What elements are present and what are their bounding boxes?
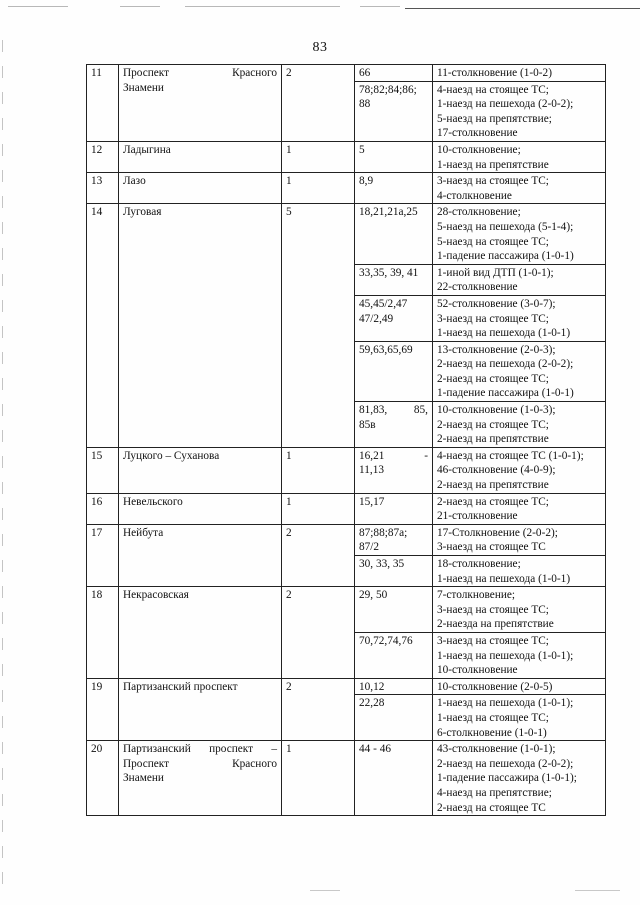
accident-type-line: 2-наезд на пешехода (2-0-2); [437,358,574,371]
accident-count: 5 [282,204,355,448]
accident-type-line: 17-столкновение [437,127,518,140]
row-number: 18 [87,587,119,679]
scan-artifact-bottom [575,890,620,891]
house-numbers-line: 87/2 [359,541,380,554]
street-name [119,678,282,740]
margin-dash [2,326,3,338]
accident-type-line: 3-наезд на стоящее ТС [437,541,546,554]
accident-types [433,141,606,172]
accident-table-body [87,65,606,816]
margin-dash [2,300,3,312]
street-name [119,447,282,493]
table-row [87,678,606,695]
accident-type-line: 21-столкновение [437,510,518,523]
accident-type-line: 10-столкновение; [437,143,521,156]
margin-dash [2,872,3,884]
house-numbers-line: 5 [359,143,365,156]
accident-type-line: 4-наезд на стоящее ТС (1-0-1); [437,449,584,462]
house-numbers [355,204,433,264]
accident-types [433,295,606,341]
street-name [119,741,282,816]
accident-type-line: 1-наезд на стоящее ТС; [437,711,549,724]
margin-dash [2,560,3,572]
accident-count: 1 [282,173,355,204]
house-numbers [355,402,433,448]
street-name-line: Лазо [123,175,146,188]
accident-count: 1 [282,741,355,816]
accident-types [433,173,606,204]
margin-dash [2,794,3,806]
table-row [87,204,606,264]
street-name-line: Партизанский проспект [123,680,238,693]
house-numbers [355,524,433,555]
margin-dash [2,742,3,754]
street-name [119,141,282,172]
house-numbers-line: 45,45/2,47 [359,297,408,310]
street-name [119,65,282,142]
accident-types [433,741,606,816]
margin-dash [2,664,3,676]
accident-type-line: 2-наезд на стоящее ТС; [437,495,549,508]
street-name-line: Знамени [123,81,164,94]
house-numbers [355,295,433,341]
house-numbers-line: 33,35, 39, 41 [359,266,419,279]
house-numbers [355,341,433,401]
accident-type-line: 2-наезд на стоящее ТС; [437,372,549,385]
street-name [119,173,282,204]
accident-types [433,556,606,587]
house-numbers-line: 22,28 [359,697,385,710]
house-numbers-line: 81,83, 85, [359,404,428,417]
house-numbers-line: 85в [359,418,376,431]
margin-dash [2,820,3,832]
house-numbers-line: 44 - 46 [359,743,392,756]
accident-type-line: 5-наезд на стоящее ТС; [437,235,549,248]
street-name [119,204,282,448]
house-numbers [355,493,433,524]
accident-count: 2 [282,678,355,740]
house-numbers-line: 18,21,21а,25 [359,206,418,219]
house-numbers-line: 47/2,49 [359,312,394,325]
page-number: 83 [312,40,328,55]
accident-type-line: 17-Столкновение (2-0-2); [437,526,558,539]
accident-type-line: 1-иной вид ДТП (1-0-1); [437,266,554,279]
accident-count: 1 [282,447,355,493]
margin-dash [2,248,3,260]
street-name-line: Знамени [123,772,164,785]
row-number: 11 [87,65,119,142]
accident-count: 2 [282,65,355,142]
accident-count: 2 [282,524,355,586]
accident-type-line: 4-наезд на препятствие; [437,786,552,799]
house-numbers-line: 11,13 [359,464,384,477]
accident-types [433,587,606,633]
accident-type-line: 43-столкновение (1-0-1); [437,743,556,756]
house-numbers [355,65,433,82]
accident-type-line: 1-падение пассажира (1-0-1) [437,250,574,263]
accident-type-line: 22-столкновение [437,281,518,294]
house-numbers-line: 29, 50 [359,589,388,602]
house-numbers-line: 30, 33, 35 [359,558,405,570]
margin-dash [2,430,3,442]
row-number: 14 [87,204,119,448]
house-numbers [355,741,433,816]
accident-type-line: 5-наезд на пешехода (5-1-4); [437,220,574,233]
accident-type-line: 5-наезд на препятствие; [437,112,552,125]
street-name [119,524,282,586]
accident-types [433,678,606,695]
margin-dash [2,534,3,546]
margin-dash [2,404,3,416]
row-number: 13 [87,173,119,204]
accident-type-line: 10-столкновение (2-0-5) [437,680,553,693]
accident-types [433,204,606,264]
house-numbers [355,447,433,493]
house-numbers-line: 10,12 [359,680,385,693]
accident-count: 1 [282,493,355,524]
table-row [87,493,606,524]
house-numbers-line: 59,63,65,69 [359,343,413,356]
house-numbers-line: 66 [359,67,371,79]
margin-dash [2,456,3,468]
house-numbers [355,81,433,141]
accident-count: 2 [282,587,355,679]
house-numbers-line: 70,72,74,76 [359,634,413,647]
accident-type-line: 3-наезд на стоящее ТС; [437,175,549,188]
house-numbers [355,632,433,678]
accident-type-line: 28-столкновение; [437,206,521,219]
house-numbers [355,678,433,695]
street-name-line: Луцкого – Суханова [123,449,220,462]
row-number: 19 [87,678,119,740]
accident-type-line: 7-столкновение; [437,589,516,602]
margin-dash [2,638,3,650]
accident-types [433,341,606,401]
row-number: 16 [87,493,119,524]
scan-artifact-margin [2,40,6,900]
row-number: 20 [87,741,119,816]
table-row [87,141,606,172]
scan-artifact-bottom [310,890,340,891]
street-name-line: Нейбута [123,526,164,539]
margin-dash [2,378,3,390]
accident-type-line: 1-наезд на пешехода (1-0-1) [437,572,571,585]
house-numbers-line: 88 [359,98,371,111]
accident-type-line: 46-столкновение (4-0-9); [437,464,556,477]
margin-dash [2,196,3,208]
accident-types [433,65,606,82]
accident-type-line: 1-наезд на препятствие [437,158,549,171]
accident-type-line: 2-наезд на пешехода (2-0-2); [437,757,574,770]
row-number: 17 [87,524,119,586]
accident-table [86,64,606,816]
accident-types [433,695,606,741]
house-numbers [355,587,433,633]
house-numbers [355,173,433,204]
street-name-line: Невельского [123,495,183,508]
street-name-line: Ладыгина [123,143,171,156]
margin-dash [2,118,3,130]
margin-dash [2,482,3,494]
house-numbers [355,264,433,295]
margin-dash [2,690,3,702]
margin-dash [2,222,3,234]
margin-dash [2,170,3,182]
accident-type-line: 4-наезд на стоящее ТС; [437,83,549,96]
row-number: 15 [87,447,119,493]
table-row [87,587,606,633]
accident-types [433,524,606,555]
accident-types [433,264,606,295]
margin-dash [2,144,3,156]
row-number: 12 [87,141,119,172]
accident-count: 1 [282,141,355,172]
house-numbers-line: 78;82;84;86; [359,83,417,96]
table-row [87,173,606,204]
house-numbers [355,556,433,587]
street-name-line: Некрасовская [123,589,189,602]
accident-type-line: 6-столкновение (1-0-1) [437,726,547,739]
table-row [87,65,606,82]
accident-types [433,447,606,493]
margin-dash [2,586,3,598]
house-numbers-line: 16,21 - [359,449,428,462]
accident-type-line: 1-наезд на пешехода (1-0-1); [437,697,574,710]
house-numbers-line: 87;88;87а; [359,526,408,539]
scan-artifact-top [0,3,640,11]
street-name-line: Луговая [123,206,162,219]
margin-dash [2,716,3,728]
accident-type-line: 3-наезд на стоящее ТС; [437,634,549,647]
table-row [87,741,606,816]
margin-dash [2,274,3,286]
street-name-line: Проспект Красного [123,67,277,79]
accident-type-line: 1-падение пассажира (1-0-1) [437,387,574,400]
accident-type-line: 1-наезд на пешехода (1-0-1) [437,327,571,340]
street-name-line: Партизанский проспект – [123,743,277,756]
accident-type-line: 18-столкновение; [437,558,521,570]
house-numbers-line: 8,9 [359,175,374,188]
accident-types [433,81,606,141]
margin-dash [2,66,3,78]
house-numbers [355,141,433,172]
accident-type-line: 2-наезд на стоящее ТС; [437,418,549,431]
accident-type-line: 1-наезд на пешехода (2-0-2); [437,98,574,111]
accident-type-line: 10-столкновение [437,664,518,677]
margin-dash [2,612,3,624]
margin-dash [2,92,3,104]
accident-type-line: 52-столкновение (3-0-7); [437,297,556,310]
accident-type-line: 3-наезд на стоящее ТС; [437,312,549,325]
accident-type-line: 1-падение пассажира (1-0-1); [437,772,577,785]
house-numbers-line: 15,17 [359,495,385,508]
margin-dash [2,768,3,780]
accident-types [433,402,606,448]
street-name [119,493,282,524]
margin-dash [2,508,3,520]
accident-types [433,493,606,524]
table-row [87,447,606,493]
accident-type-line: 11-столкновение (1-0-2) [437,67,552,79]
house-numbers [355,695,433,741]
accident-type-line: 2-наезд на препятствие [437,433,549,446]
margin-dash [2,352,3,364]
margin-dash [2,846,3,858]
accident-types [433,632,606,678]
street-name-line: Проспект Красного [123,757,277,770]
accident-type-line: 2-наезда на препятствие [437,618,554,631]
accident-type-line: 13-столкновение (2-0-3); [437,343,556,356]
table-row [87,524,606,555]
accident-type-line: 1-наезд на пешехода (1-0-1); [437,649,574,662]
accident-type-line: 2-наезд на препятствие [437,479,549,492]
street-name [119,587,282,679]
accident-type-line: 2-наезд на стоящее ТС [437,801,546,814]
accident-type-line: 3-наезд на стоящее ТС; [437,603,549,616]
accident-type-line: 10-столкновение (1-0-3); [437,404,556,417]
accident-type-line: 4-столкновение [437,189,512,202]
